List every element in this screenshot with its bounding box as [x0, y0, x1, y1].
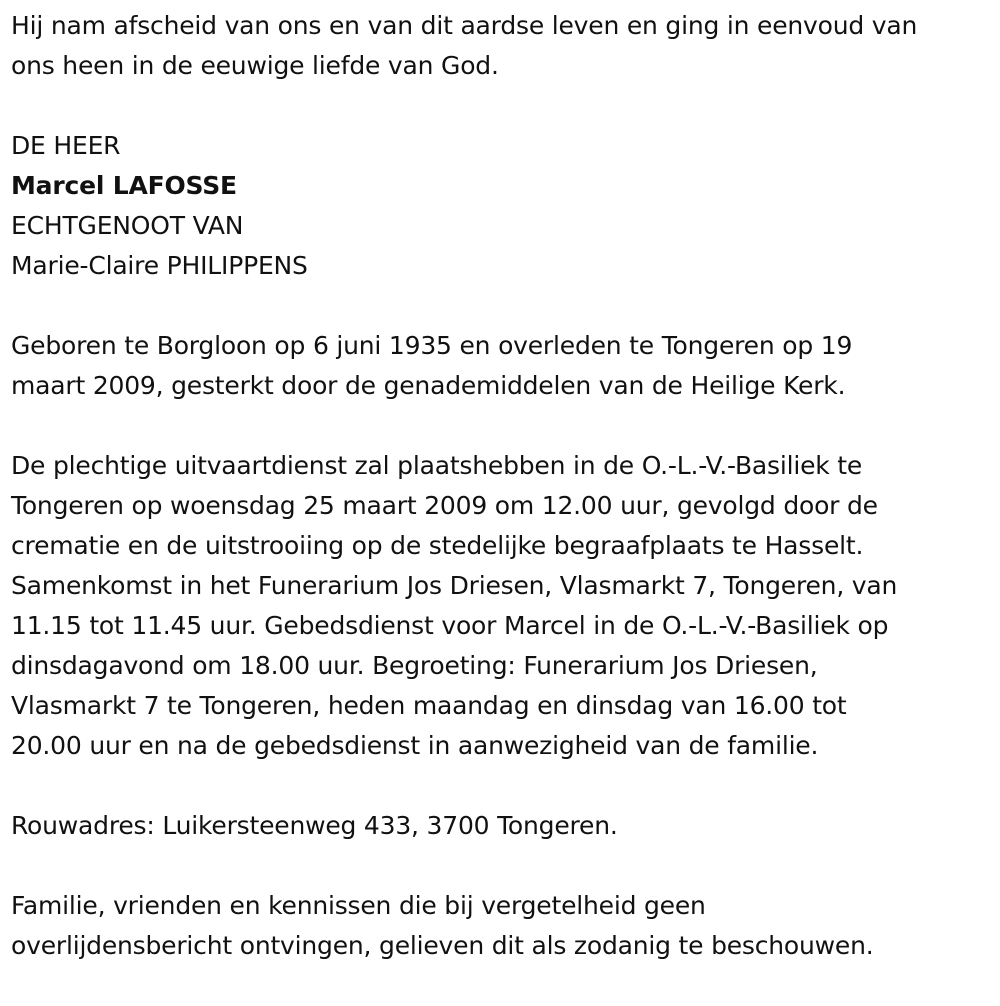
spacer	[11, 766, 991, 806]
closing-line: Familie, vrienden en kennissen die bij vergetelheid geen	[11, 891, 706, 920]
intro-line: ons heen in de eeuwige liefde van God.	[11, 51, 499, 80]
deceased-name: Marcel LAFOSSE	[11, 171, 237, 200]
spacer	[11, 406, 991, 446]
spacer	[11, 286, 991, 326]
intro-paragraph	[11, 6, 991, 86]
closing-line: overlijdensbericht ontvingen, gelieven dit als zodanig te beschouwen.	[11, 931, 874, 960]
service-paragraph	[11, 446, 991, 766]
birth-death-line: Geboren te Borgloon op 6 juni 1935 en overleden te Tongeren op 19	[11, 331, 853, 360]
relation-label: ECHTGENOOT VAN	[11, 211, 244, 240]
birth-death-paragraph	[11, 326, 991, 406]
service-line: Tongeren op woensdag 25 maart 2009 om 12.00 uur, gevolgd door de	[11, 491, 878, 520]
mourning-address: Rouwadres: Luikersteenweg 433, 3700 Tongeren.	[11, 811, 618, 840]
service-line: Vlasmarkt 7 te Tongeren, heden maandag en dinsdag van 16.00 tot	[11, 691, 847, 720]
birth-death-line: maart 2009, gesterkt door de genademiddelen van de Heilige Kerk.	[11, 371, 846, 400]
spacer	[11, 846, 991, 886]
closing-paragraph	[11, 886, 991, 966]
service-line: crematie en de uitstrooiing op de stedelijke begraafplaats te Hasselt.	[11, 531, 864, 560]
intro-line: Hij nam afscheid van ons en van dit aardse leven en ging in eenvoud van	[11, 11, 918, 40]
service-line: 11.15 tot 11.45 uur. Gebedsdienst voor Marcel in de O.-L.-V.-Basiliek op	[11, 611, 889, 640]
service-line: Samenkomst in het Funerarium Jos Driesen, Vlasmarkt 7, Tongeren, van	[11, 571, 898, 600]
service-line: De plechtige uitvaartdienst zal plaatshebben in de O.-L.-V.-Basiliek te	[11, 451, 863, 480]
spacer	[11, 86, 991, 126]
service-line: dinsdagavond om 18.00 uur. Begroeting: Funerarium Jos Driesen,	[11, 651, 818, 680]
spouse-name: Marie-Claire PHILIPPENS	[11, 251, 308, 280]
obituary-notice	[11, 6, 991, 966]
title-prefix: DE HEER	[11, 131, 121, 160]
service-line: 20.00 uur en na de gebedsdienst in aanwezigheid van de familie.	[11, 731, 819, 760]
